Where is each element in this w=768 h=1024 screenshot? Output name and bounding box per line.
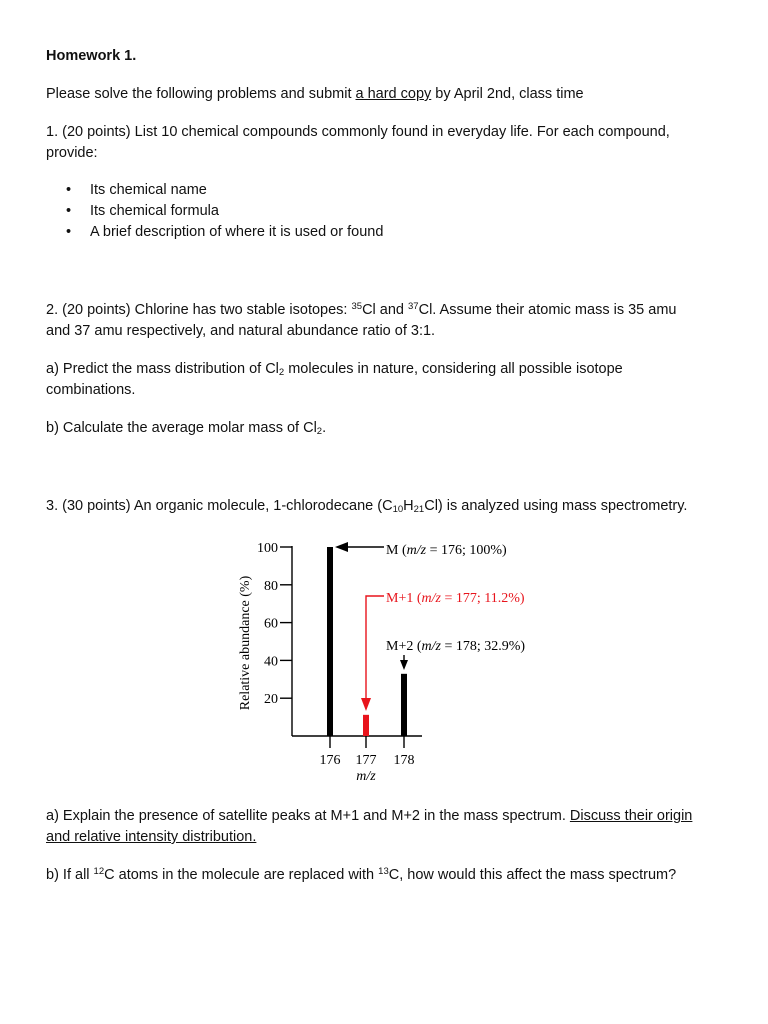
- y-tick-label: 40: [264, 654, 278, 670]
- intro-text: Please solve the following problems and submit: [46, 86, 356, 102]
- bullet-icon: •: [66, 224, 72, 240]
- peak-annotation-label: M (m/z = 176; 100%): [386, 543, 507, 558]
- list-item-text: Its chemical formula: [90, 203, 219, 219]
- peak-annotation-label: M+2 (m/z = 178; 32.9%): [386, 639, 526, 654]
- question-3b: b) If all $^{12}$C atoms in the molecule are replaced with $^{13}$C, how would this affect the mass spectrum?: [46, 866, 677, 883]
- x-tick-label: 176: [319, 753, 341, 768]
- spectrum-peak-bar: [327, 547, 333, 736]
- intro-text-after: by April 2nd, class time: [431, 86, 584, 102]
- q1-line-1: 1. (20 points) List 10 chemical compounds commonly found in everyday life. For each compound,: [46, 124, 670, 140]
- chart-annotations: [335, 542, 525, 711]
- arrow-head-icon: [400, 660, 408, 670]
- y-tick-label: 60: [264, 616, 278, 632]
- arrow-m: [335, 542, 384, 552]
- question-2a: a) Predict the mass distribution of $Cl_2$ molecules in nature, considering all possible isotope combinations.: [46, 361, 623, 398]
- arrow-m1: [361, 596, 384, 711]
- x-tick-label: 177: [355, 753, 377, 768]
- question-2b: b) Calculate the average molar mass of $Cl_2$.: [46, 420, 327, 437]
- bullet-icon: •: [66, 182, 72, 198]
- arrow-head-icon: [361, 698, 371, 711]
- question-3a: a) Explain the presence of satellite peaks at M+1 and M+2 in the mass spectrum. Discuss their origin and relative intensity distribution.: [46, 806, 692, 848]
- q3a-underlined-1: Discuss their origin: [569, 808, 693, 824]
- y-tick-label: 80: [264, 578, 278, 594]
- bullet-icon: •: [66, 203, 72, 219]
- y-tick-label: 20: [264, 692, 278, 708]
- cl35-mass-superscript: 35: [351, 301, 363, 312]
- list-item-text: Its chemical name: [90, 182, 207, 198]
- q2-line-1: 2. (20 points) Chlorine has two stable isotopes: $^{35}$Cl and $^{37}$Cl. Assume their atomic mass is 35 amu: [46, 301, 677, 318]
- x-axis-title: m/z: [356, 769, 376, 784]
- arrow-m2: [400, 655, 408, 670]
- arrow-head-icon: [335, 542, 348, 552]
- y-axis-title: Relative abundance (%): [238, 575, 253, 711]
- spectrum-peak-bar: [363, 715, 369, 736]
- peak-annotation-label: M+1 (m/z = 177; 11.2%): [386, 591, 525, 606]
- x-tick-label: 178: [393, 753, 415, 768]
- list-item-text: A brief description of where it is used or found: [90, 224, 384, 240]
- arrow-shaft: [366, 596, 384, 699]
- spectrum-peak-bar: [401, 674, 407, 736]
- q2-line-2: and 37 amu respectively, and natural abundance ratio of 3:1.: [46, 323, 436, 339]
- question-3: 3. (30 points) An organic molecule, 1-chlorodecane $(C_{10}H_{21}Cl)$ is analyzed using mass spectrometry.: [46, 498, 688, 515]
- document-title: Homework 1.: [46, 48, 137, 64]
- hard-copy-underlined: a hard copy: [355, 86, 432, 102]
- q3a-underlined-2: and relative intensity distribution.: [46, 829, 257, 845]
- q1-line-2: provide:: [46, 145, 98, 161]
- y-tick-label: 100: [257, 541, 278, 556]
- cl37-mass-superscript: 37: [408, 301, 419, 312]
